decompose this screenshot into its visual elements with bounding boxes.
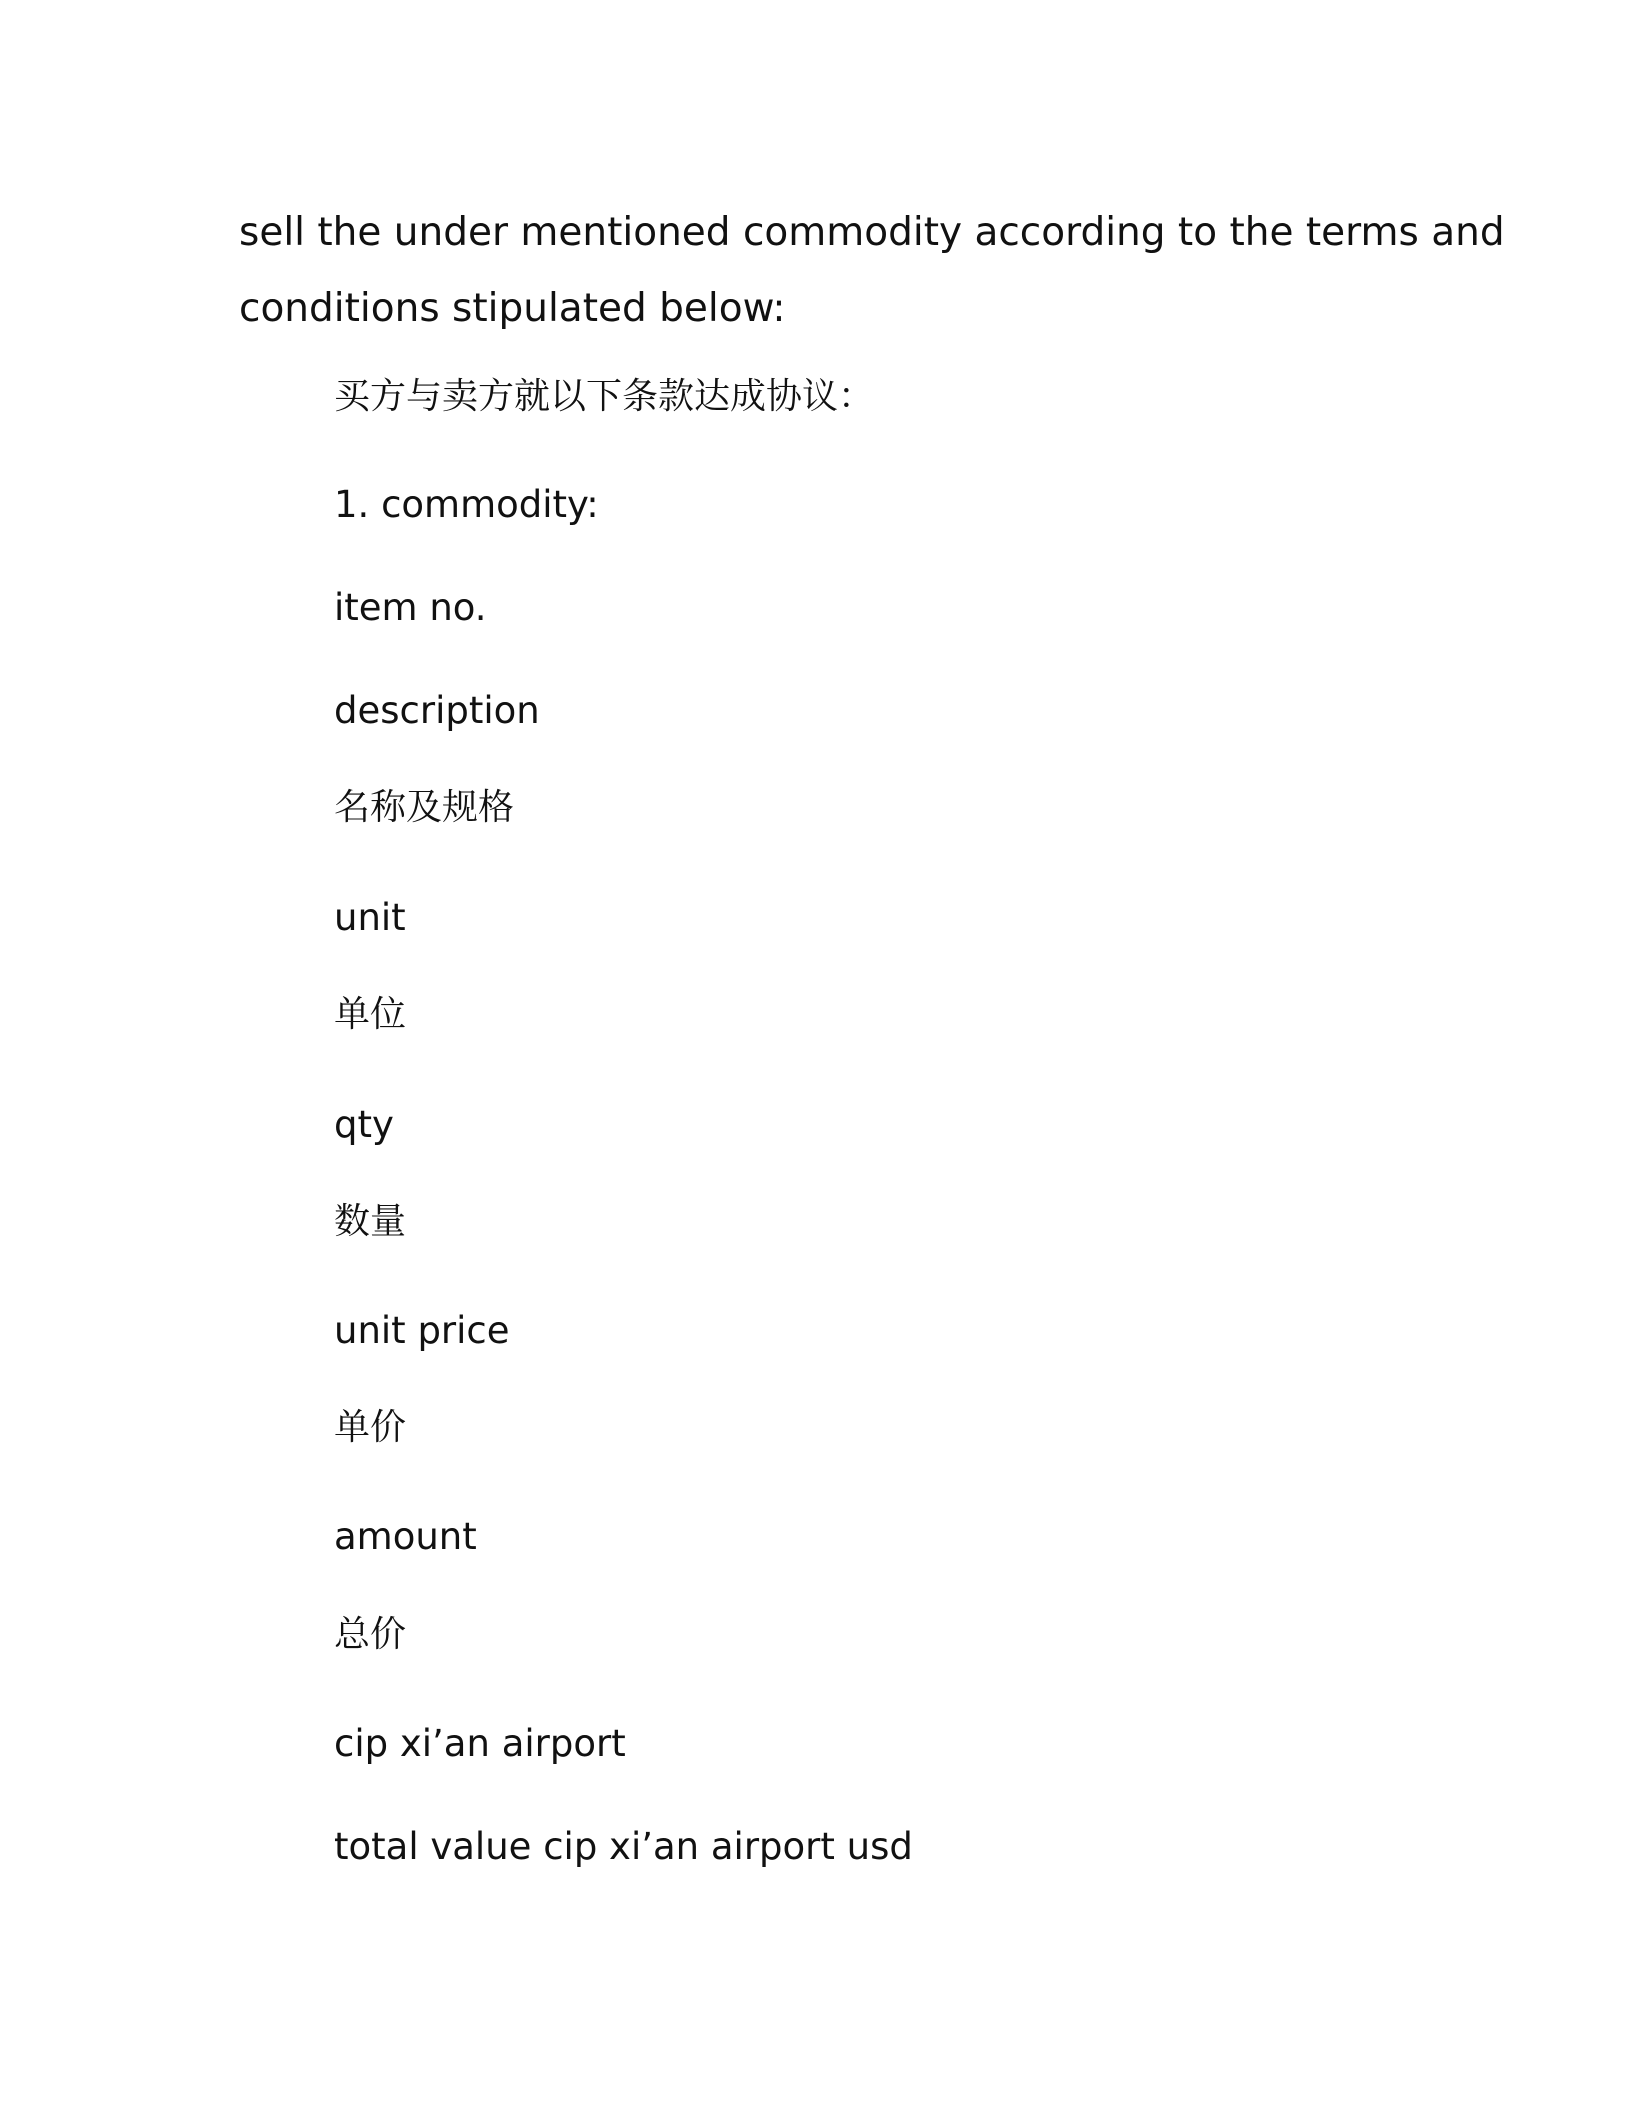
total-value-label: total value cip xi’an airport usd	[334, 1825, 913, 1868]
unit-label: unit	[334, 896, 406, 939]
agreement-text: 买方与卖方就以下条款达成协议：	[334, 376, 875, 417]
qty-zh-label: 数量	[334, 1201, 407, 1242]
cip-label: cip xi’an airport	[334, 1722, 626, 1765]
intro-line-1: sell the under mentioned commodity according to the terms and	[239, 210, 1505, 255]
unit-price-label: unit price	[334, 1309, 510, 1352]
item-no-label: item no.	[334, 586, 487, 629]
unit-price-zh-label: 单价	[334, 1407, 407, 1448]
description-zh-label: 名称及规格	[334, 787, 515, 828]
intro-paragraph	[239, 195, 1505, 347]
description-label: description	[334, 689, 540, 732]
amount-label: amount	[334, 1515, 477, 1558]
qty-label: qty	[334, 1103, 394, 1146]
unit-zh-label: 单位	[334, 994, 407, 1035]
intro-line-2: conditions stipulated below:	[239, 286, 786, 331]
commodity-heading: 1. commodity:	[334, 483, 599, 526]
amount-zh-label: 总价	[334, 1614, 407, 1655]
